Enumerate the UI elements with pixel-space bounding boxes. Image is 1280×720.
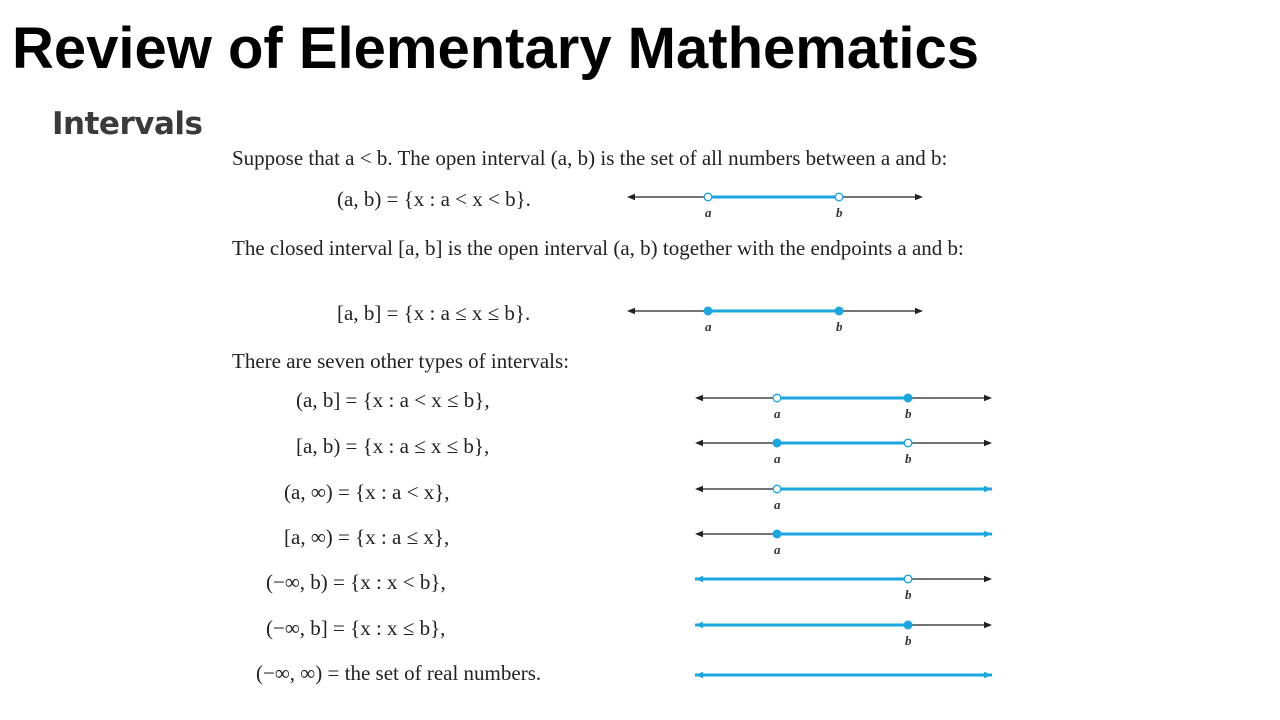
- open-endpoint-circle: [904, 575, 912, 583]
- left-arrow-icon: [695, 576, 703, 582]
- endpoint-label: a: [774, 406, 781, 421]
- left-arrow-icon: [627, 194, 635, 200]
- endpoint-label: b: [905, 451, 912, 466]
- right-arrow-icon: [984, 672, 992, 678]
- left-arrow-icon: [627, 308, 635, 314]
- interval-half-open-right-closed: (a, b] = {x : a < x ≤ b},: [296, 388, 490, 412]
- section-heading: Intervals: [52, 106, 203, 142]
- right-arrow-icon: [915, 308, 923, 314]
- right-arrow-icon: [984, 576, 992, 582]
- closed-interval-text: The closed interval [a, b] is the open interval (a, b) together with the endpoints a and b:: [232, 236, 964, 260]
- interval-all-reals: (−∞, ∞) = the set of real numbers.: [256, 661, 542, 685]
- closed-endpoint-dot: [904, 621, 912, 629]
- open-endpoint-circle: [773, 394, 781, 402]
- interval-closed-ray-left: (−∞, b] = {x : x ≤ b},: [266, 616, 446, 640]
- interval-closed-ray-right: [a, ∞) = {x : a ≤ x},: [284, 525, 450, 549]
- endpoint-label: a: [705, 319, 712, 334]
- open-endpoint-circle: [835, 193, 843, 201]
- right-arrow-icon: [984, 486, 992, 492]
- left-arrow-icon: [695, 672, 703, 678]
- endpoint-label: a: [774, 542, 781, 557]
- right-arrow-icon: [915, 194, 923, 200]
- endpoint-label: b: [836, 319, 843, 334]
- left-arrow-icon: [695, 622, 703, 628]
- left-arrow-icon: [695, 531, 703, 537]
- open-endpoint-circle: [773, 485, 781, 493]
- open-endpoint-circle: [904, 439, 912, 447]
- endpoint-label: b: [905, 633, 912, 648]
- endpoint-label: a: [705, 205, 712, 220]
- endpoint-label: b: [836, 205, 843, 220]
- endpoint-label: b: [905, 587, 912, 602]
- open-interval-text: Suppose that a < b. The open interval (a, b) is the set of all numbers between a and b:: [232, 146, 948, 170]
- slide-title: Review of Elementary Mathematics: [12, 16, 980, 81]
- interval-open-ray-left: (−∞, b) = {x : x < b},: [266, 570, 446, 594]
- right-arrow-icon: [984, 395, 992, 401]
- left-arrow-icon: [695, 395, 703, 401]
- open-interval-definition: (a, b) = {x : a < x < b}.: [337, 187, 531, 211]
- endpoint-label: a: [774, 451, 781, 466]
- left-arrow-icon: [695, 486, 703, 492]
- closed-endpoint-dot: [904, 394, 912, 402]
- closed-endpoint-dot: [835, 307, 843, 315]
- closed-endpoint-dot: [773, 530, 781, 538]
- open-endpoint-circle: [704, 193, 712, 201]
- right-arrow-icon: [984, 531, 992, 537]
- other-types-text: There are seven other types of intervals:: [232, 349, 570, 373]
- interval-open-ray-right: (a, ∞) = {x : a < x},: [284, 480, 450, 504]
- endpoint-label: b: [905, 406, 912, 421]
- endpoint-label: a: [774, 497, 781, 512]
- left-arrow-icon: [695, 440, 703, 446]
- closed-endpoint-dot: [704, 307, 712, 315]
- closed-interval-definition: [a, b] = {x : a ≤ x ≤ b}.: [337, 301, 531, 325]
- right-arrow-icon: [984, 622, 992, 628]
- interval-half-open-left-closed: [a, b) = {x : a ≤ x ≤ b},: [296, 434, 490, 458]
- closed-endpoint-dot: [773, 439, 781, 447]
- right-arrow-icon: [984, 440, 992, 446]
